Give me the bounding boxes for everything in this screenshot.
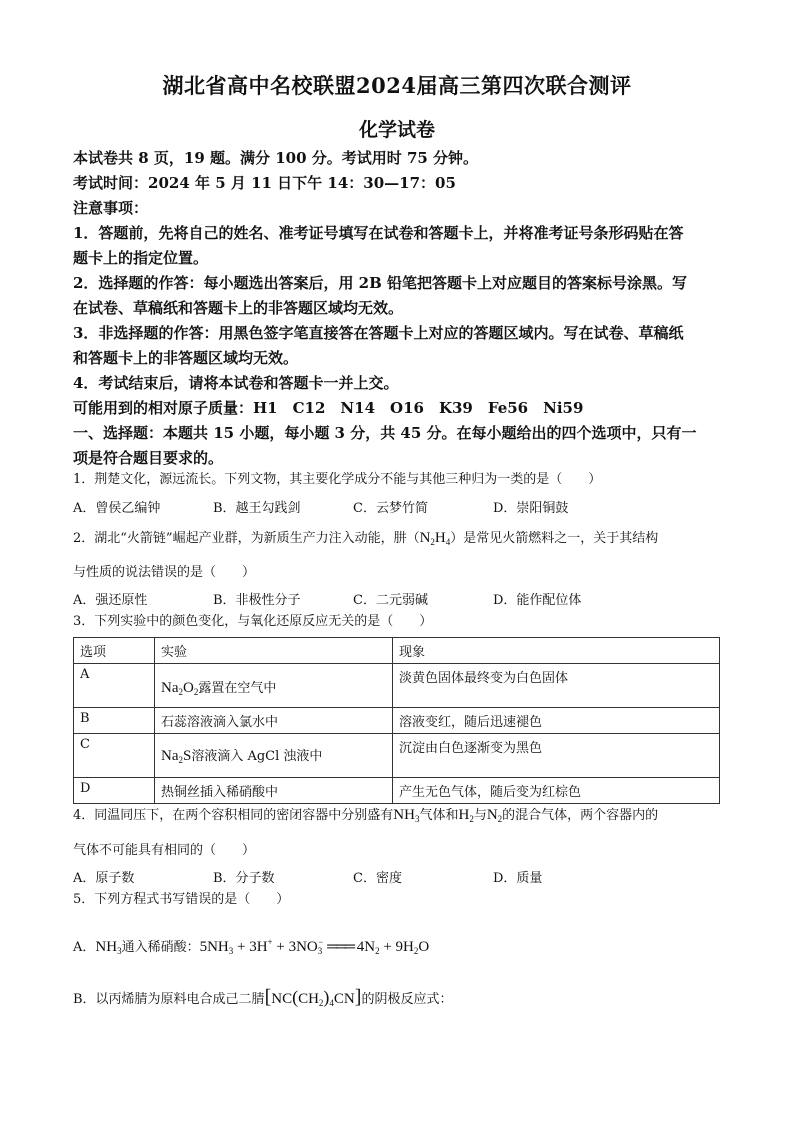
q4-stem-cont: 气体不可能具有相同的（ ） xyxy=(73,843,256,858)
exam-time: 考试时间：2024 年 5 月 11 日下午 14：30—17：05 xyxy=(73,174,456,192)
table-cell-observation: 产生无色气体，随后变为红棕色 xyxy=(393,778,720,804)
q4-option-d[interactable]: D．质量 xyxy=(493,871,543,886)
q5-equation: $5NH_3 + 3H^+ + 3NO_3^-$ ═══ $4N_2 + 9H_2O$ xyxy=(199,937,430,956)
q2-stem-cont: 与性质的说法错误的是（ ） xyxy=(73,565,256,580)
table-cell-option[interactable]: D xyxy=(74,778,155,804)
q1-option-d[interactable]: D．崇阳铜鼓 xyxy=(493,501,569,516)
q1-option-a[interactable]: A．曾侯乙编钟 xyxy=(73,501,161,516)
q2-stem: 2．湖北“火箭链”崛起产业群，为新质生产力注入动能，肼$(N_2H_4)$是常见火箭燃料之一，关于其结构 xyxy=(73,530,659,547)
adiponitrile-formula: $[NC(CH_2)_4CN]$ xyxy=(264,986,362,1008)
q4-option-b[interactable]: B．分子数 xyxy=(213,871,275,886)
notice-1b: 题卡上的指定位置。 xyxy=(73,249,209,267)
notice-title: 注意事项： xyxy=(73,199,149,217)
section-1-heading: 一、选择题：本题共 15 小题，每小题 3 分，共 45 分。在每小题给出的四个选项中，只有一 xyxy=(73,424,697,442)
table-row xyxy=(74,778,720,804)
hydrazine-formula: $N_2H_4$ xyxy=(419,530,451,547)
table-cell-observation: 淡黄色固体最终变为白色固体 xyxy=(393,664,720,708)
q4-options xyxy=(73,867,733,887)
q2-option-c[interactable]: C．二元弱碱 xyxy=(353,593,428,608)
notice-4: 4．考试结束后，请将本试卷和答题卡一并上交。 xyxy=(73,374,399,392)
notice-3a: 3．非选择题的作答：用黑色签字笔直接答在答题卡上对应的答题区域内。写在试卷、草稿纸 xyxy=(73,324,684,342)
table-header: 选项 xyxy=(74,638,155,664)
table-cell-option[interactable]: B xyxy=(74,708,155,734)
table-row xyxy=(74,734,720,778)
table-cell-option[interactable]: C xyxy=(74,734,155,778)
table-cell-experiment: 热铜丝插入稀硝酸中 xyxy=(155,778,393,804)
exam-subtitle: 化学试卷 xyxy=(358,119,435,141)
table-cell-observation: 沉淀由白色逐渐变为黑色 xyxy=(393,734,720,778)
table-cell-option[interactable]: A xyxy=(74,664,155,708)
notice-3b: 和答题卡上的非答题区域均无效。 xyxy=(73,349,299,367)
q3-stem: 3．下列实验中的颜色变化，与氧化还原反应无关的是（ ） xyxy=(73,614,433,629)
section-1-heading-cont: 项是符合题目要求的。 xyxy=(73,449,224,467)
table-cell-experiment: $Na_2S$溶液滴入 AgCl 浊液中 xyxy=(155,734,393,778)
q5-option-b[interactable]: B．以丙烯腈为原料电合成己二腈$[NC(CH_2)_4CN]$的阴极反应式： xyxy=(73,986,453,1008)
q2-options xyxy=(73,589,733,609)
q1-option-c[interactable]: C．云梦竹简 xyxy=(353,501,428,516)
notice-2b: 在试卷、草稿纸和答题卡上的非答题区域均无效。 xyxy=(73,299,404,317)
table-header-row xyxy=(74,638,720,664)
q5-stem: 5．下列方程式书写错误的是（ ） xyxy=(73,892,290,907)
exam-title: 湖北省高中名校联盟2024届高三第四次联合测评 xyxy=(162,73,632,98)
table-header: 现象 xyxy=(393,638,720,664)
table-header: 实验 xyxy=(155,638,393,664)
table-cell-experiment: $Na_2O_2$露置在空气中 xyxy=(155,664,393,708)
table-row xyxy=(74,664,720,708)
q2-option-a[interactable]: A．强还原性 xyxy=(73,593,148,608)
q1-option-b[interactable]: B．越王勾践剑 xyxy=(213,501,301,516)
q4-stem: 4．同温同压下，在两个容积相同的密闭容器中分别盛有$NH_3$气体和$H_2$与$N_2$的混合气体，两个容器内的 xyxy=(73,807,659,824)
intro-line: 本试卷共 8 页，19 题。满分 100 分。考试用时 75 分钟。 xyxy=(73,149,479,167)
notice-1a: 1．答题前，先将自己的姓名、准考证号填写在试卷和答题卡上，并将准考证号条形码贴在答 xyxy=(73,224,684,242)
atomic-masses: 可能用到的相对原子质量：H1 C12 N14 O16 K39 Fe56 Ni59 xyxy=(73,399,584,417)
q2-option-b[interactable]: B．非极性分子 xyxy=(213,593,301,608)
q4-option-c[interactable]: C．密度 xyxy=(353,871,402,886)
table-cell-observation: 溶液变红，随后迅速褪色 xyxy=(393,708,720,734)
q1-stem: 1．荆楚文化，源远流长。下列文物，其主要化学成分不能与其他三种归为一类的是（ ） xyxy=(73,472,602,487)
q4-option-a[interactable]: A．原子数 xyxy=(73,871,135,886)
table-row xyxy=(74,708,720,734)
q3-table xyxy=(73,637,720,804)
q1-options xyxy=(73,497,733,517)
q5-option-a[interactable]: A．$NH_3$通入稀硝酸：$5NH_3 + 3H^+ + 3NO_3^-$ ═══ $4N_2 + 9H_2O$ xyxy=(73,937,430,956)
notice-2a: 2．选择题的作答：每小题选出答案后，用 2B 铅笔把答题卡上对应题目的答案标号涂黑。写 xyxy=(73,274,688,292)
q2-option-d[interactable]: D．能作配位体 xyxy=(493,593,582,608)
table-cell-experiment: 石蕊溶液滴入氯水中 xyxy=(155,708,393,734)
